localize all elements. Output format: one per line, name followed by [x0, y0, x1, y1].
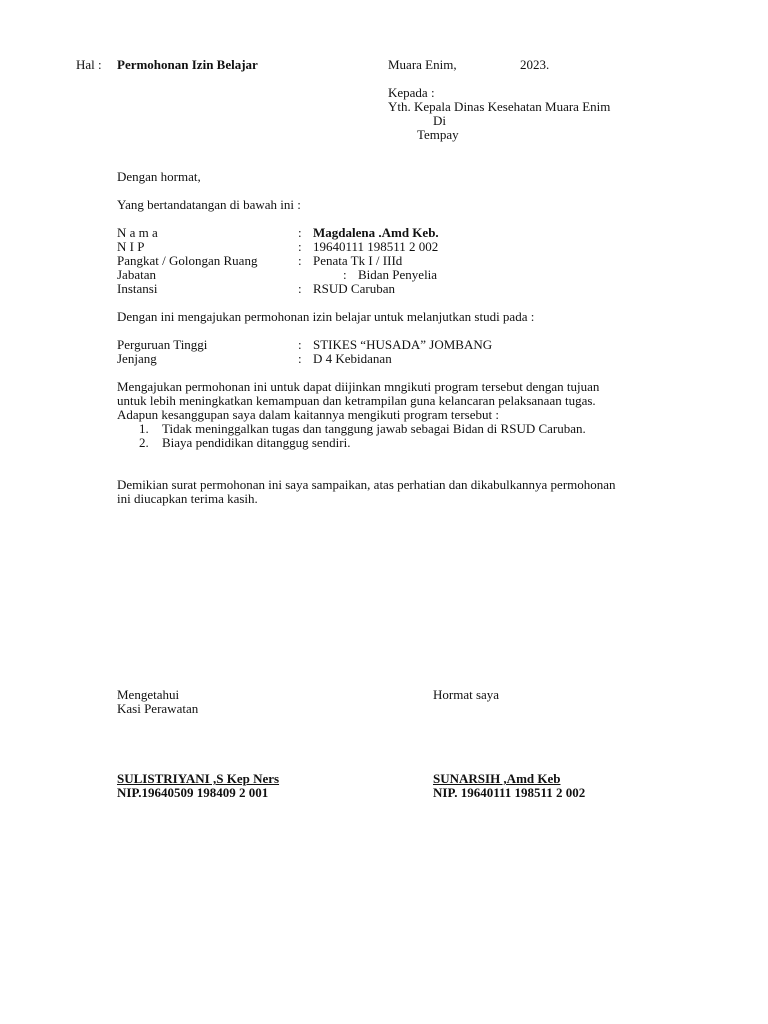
study-colon: : — [298, 351, 302, 366]
purpose-line: Adapun kesanggupan saya dalam kaitannya mengikuti program tersebut : — [117, 407, 499, 422]
identity-value-name: Magdalena .Amd Keb. — [313, 225, 439, 240]
identity-label-institution: Instansi — [117, 281, 158, 296]
letter-subject: Permohonan Izin Belajar — [117, 57, 258, 72]
identity-colon: : — [298, 239, 302, 254]
identity-label-name: N a m a — [117, 225, 158, 240]
identity-value-institution: RSUD Caruban — [313, 281, 395, 296]
list-item: Biaya pendidikan ditanggug sendiri. — [162, 435, 351, 450]
identity-value-position: Bidan Penyelia — [358, 267, 438, 282]
closing-line: Demikian surat permohonan ini saya sampaikan, atas perhatian dan dikabulkannya permohonan — [117, 477, 616, 492]
signer-right-name: SUNARSIH ,Amd Keb — [433, 771, 561, 786]
intro-line: Yang bertandatangan di bawah ini : — [117, 197, 301, 212]
identity-colon: : — [298, 253, 302, 268]
purpose-line: Mengajukan permohonan ini untuk dapat diijinkan mngikuti program tersebut dengan tujuan — [117, 379, 600, 394]
list-item: Tidak meninggalkan tugas dan tanggung jawab sebagai Bidan di RSUD Caruban. — [162, 421, 586, 436]
identity-label-nip: N I P — [117, 239, 145, 254]
purpose-line: untuk lebih meningkatkan kemampuan dan ketrampilan guna kelancaran pelaksanaan tugas. — [117, 393, 596, 408]
identity-value-rank: Penata Tk I / IIId — [313, 253, 403, 268]
signer-left-nip: NIP.19640509 198409 2 001 — [117, 785, 269, 800]
study-label-university: Perguruan Tinggi — [117, 337, 208, 352]
signer-left-name: SULISTRIYANI ,S Kep Ners — [117, 771, 280, 786]
recipient-di: Di — [433, 113, 446, 128]
signer-right-nip: NIP. 19640111 198511 2 002 — [433, 785, 586, 800]
identity-colon: : — [298, 225, 302, 240]
identity-colon: : — [298, 281, 302, 296]
recipient-kepada: Kepada : — [388, 85, 435, 100]
letter-year: 2023. — [520, 57, 550, 72]
study-value-level: D 4 Kebidanan — [313, 351, 392, 366]
study-value-university: STIKES “HUSADA” JOMBANG — [313, 337, 493, 352]
signer-left-title: Kasi Perawatan — [117, 701, 199, 716]
acknowledged-label: Mengetahui — [117, 687, 180, 702]
place-date: Muara Enim, — [388, 57, 457, 72]
list-item-number: 2. — [139, 435, 149, 450]
study-label-level: Jenjang — [117, 351, 157, 366]
recipient-place: Tempay — [417, 127, 459, 142]
closing-line: ini diucapkan terima kasih. — [117, 491, 258, 506]
request-line: Dengan ini mengajukan permohonan izin belajar untuk melanjutkan studi pada : — [117, 309, 535, 324]
identity-colon: : — [343, 267, 347, 282]
identity-label-position: Jabatan — [117, 267, 156, 282]
study-colon: : — [298, 337, 302, 352]
identity-value-nip: 19640111 198511 2 002 — [313, 239, 439, 254]
greeting: Dengan hormat, — [117, 169, 201, 184]
regards-label: Hormat saya — [433, 687, 500, 702]
identity-label-rank: Pangkat / Golongan Ruang — [117, 253, 258, 268]
hal-label: Hal : — [76, 57, 102, 72]
list-item-number: 1. — [139, 421, 149, 436]
recipient-yth: Yth. Kepala Dinas Kesehatan Muara Enim — [388, 99, 611, 114]
